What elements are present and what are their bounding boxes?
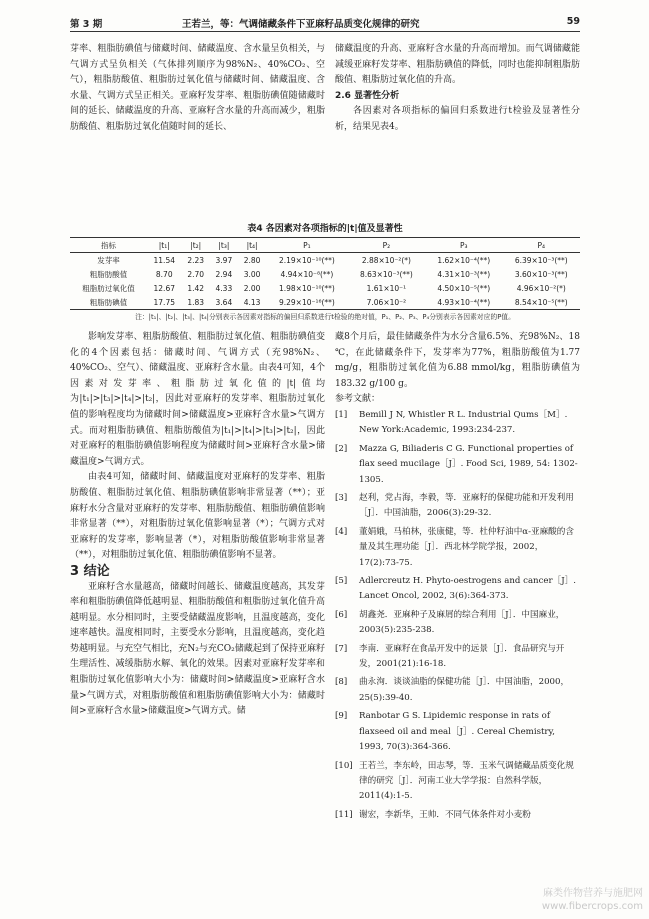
column-header: P₃	[425, 238, 502, 253]
reference-item	[335, 808, 580, 823]
paragraph: 影响发芽率、粗脂肪酸值、粗脂肪过氧化值、粗脂肪碘值变化的4个因素包括：储藏时间、气调方式（充98%N₂、40%CO₂、空气）、储藏温度、亚麻籽含水量。由表4可知，4个因素对发芽率、粗脂肪过氧化值的|t|值均为|t₁|>|t₃|>|t₄|>|t₂|，因此对亚麻籽的发芽率、粗脂肪过氧化值的影响程度均为储藏时间>储藏温度>亚麻籽含水量>气调方式。而对粗脂肪碘值、粗脂肪酸值为|t₁|>|t₄|>|t₃|>|t₂|，因此对亚麻籽的粗脂肪碘值影响程度为储藏时间>亚麻籽含水量>储藏温度>气调方式。	[70, 332, 325, 467]
table-note: 注：|t₁|、|t₂|、|t₃|、|t₄|分别表示各因素对指标的偏回归系数进行t检验的绝对值，P₁、P₂、P₃、P₄分别表示各因素对应的P值。	[135, 313, 515, 321]
paragraph: 由表4可知，储藏时间、储藏温度对亚麻籽的发芽率、粗脂肪酸值、粗脂肪过氧化值、粗脂肪碘值影响非常显著（**）；亚麻籽水分含量对亚麻籽的发芽率、粗脂肪酸值、粗脂肪碘值影响非常显著（**），对粗脂肪过氧化值影响显著（*）；气调方式对亚麻籽的发芽率，影响显著（*），对粗脂肪酸值影响非常显著（**），对粗脂肪过氧化值、粗脂肪碘值影响不显著。	[70, 472, 325, 561]
column-header: P₁	[266, 238, 348, 253]
table-row	[70, 253, 580, 268]
table-cell: 粗脂肪过氧化值	[82, 283, 135, 293]
section-heading: 3 结论	[70, 563, 110, 579]
reference-item	[335, 491, 580, 522]
reference-item	[335, 408, 580, 439]
reference-number: [7]	[335, 643, 348, 654]
table-cell: 2.80	[243, 255, 261, 265]
table-cell: 4.96×10⁻²(*)	[516, 283, 566, 293]
table-cell: 11.54	[153, 255, 175, 265]
reference-number: [1]	[335, 409, 348, 420]
reference-number: [10]	[335, 760, 353, 771]
reference-item	[335, 608, 580, 639]
page-number: 59	[566, 16, 580, 27]
column-header: |t₄|	[238, 238, 266, 253]
table-cell: 7.06×10⁻²	[348, 295, 425, 310]
reference-text: 李南．亚麻籽在食品开发中的远景［J］．食品研究与开发，2001(21):16-18.	[359, 643, 565, 670]
reference-number: [3]	[335, 493, 348, 503]
table-cell: 1.61×10⁻¹	[366, 283, 407, 293]
reference-number: [8]	[335, 677, 348, 688]
reference-text: 谢宏，李新华，王帅．不同气体条件对小麦粉	[359, 809, 531, 820]
reference-number: [2]	[335, 443, 348, 454]
table-cell: 6.39×10⁻³(**)	[514, 255, 568, 265]
right-column-bottom	[335, 330, 580, 826]
reference-text: 胡鑫尧．亚麻种子及麻屑的综合利用［J］．中国麻业，2003(5):235-238.	[359, 609, 565, 636]
significance-table	[70, 237, 580, 310]
running-header	[70, 14, 580, 32]
left-column-top	[70, 42, 325, 136]
table-cell: 4.33	[215, 283, 233, 293]
table-cell: 4.93×10⁻⁴(**)	[425, 295, 502, 310]
table-cell: 2.00	[243, 283, 261, 293]
reference-text: 赵利，党占海，李毅，等．亚麻籽的保健功能和开发利用［J］．中国油脂，2006(3):29-32.	[359, 493, 574, 519]
table-cell: 3.00	[243, 269, 261, 279]
table-cell: 17.75	[147, 295, 182, 310]
references-title: 参考文献：	[335, 394, 381, 405]
reference-item	[335, 574, 580, 605]
table-row	[70, 281, 580, 295]
table-row	[70, 295, 580, 310]
watermark	[542, 887, 643, 913]
reference-text: Bemill J N, Whistler R L. Industrial Qums［M］. New York:Academic, 1993:234-237.	[359, 409, 568, 436]
watermark-line: www.fibercrops.com	[541, 901, 643, 912]
column-header: |t₁|	[147, 238, 182, 253]
table-caption: 表4 各因素对各项指标的|t|值及显著性	[247, 224, 403, 234]
table-cell: 3.64	[210, 295, 238, 310]
table-cell: 3.97	[215, 255, 233, 265]
paragraph: 芽率、粗脂肪碘值与储藏时间、储藏温度、含水量呈负相关，与气调方式呈负相关（气体排列顺序为98%N₂、40%CO₂、空气），粗脂肪酸值、粗脂肪过氧化值与储藏时间、储藏温度、含水量、气调方式呈正相关。亚麻籽发芽率、粗脂肪碘值随储藏时间的延长、储藏温度的升高、亚麻籽含水量的升高而减少，粗脂肪酸值、粗脂肪过氧化值随时间的延长、	[70, 44, 325, 132]
table-cell: 4.31×10⁻³(**)	[437, 269, 491, 279]
reference-item	[335, 675, 580, 706]
reference-number: [11]	[335, 809, 353, 820]
running-title: 王若兰，等：气调储藏条件下亚麻籽品质变化规律的研究	[182, 19, 420, 30]
header-rule	[70, 31, 580, 32]
table-cell: 发芽率	[97, 255, 120, 265]
reference-text: 董娟娥，马柏林，张康健，等．杜仲籽油中α-亚麻酸的含量及其生理功能［J］．西北林学院学报，2002，17(2):73-75.	[359, 526, 574, 568]
table-row	[70, 267, 580, 281]
table-cell: 8.63×10⁻³(**)	[359, 269, 413, 279]
table-cell: 4.50×10⁻⁵(**)	[437, 283, 491, 293]
reference-text: Mazza G, Biliaderis C G. Functional properties of flax seed mucilage［J］. Food Sci, 1989, 54: 1302-1305.	[359, 443, 578, 485]
column-header: |t₂|	[182, 238, 210, 253]
right-column-top	[335, 42, 580, 136]
reference-number: [4]	[335, 526, 348, 537]
paragraph: 各因素对各项指标的偏回归系数进行t检验及显著性分析，结果见表4。	[335, 106, 580, 132]
reference-text: 曲永洵．谈谈油脂的保健功能［J］．中国油脂，2000，25(5):39-40.	[359, 677, 570, 703]
table-cell: 2.23	[187, 255, 205, 265]
section-heading: 2.6 显著性分析	[335, 90, 400, 101]
table-cell: 粗脂肪碘值	[70, 295, 147, 310]
left-column-bottom	[70, 330, 325, 720]
reference-number: [9]	[335, 711, 348, 722]
column-header: P₂	[348, 238, 425, 253]
table-cell: 8.70	[155, 269, 173, 279]
table-cell: 粗脂肪酸值	[89, 269, 128, 279]
table-cell: 2.70	[187, 269, 205, 279]
column-header: P₄	[503, 238, 580, 253]
reference-item	[335, 759, 580, 805]
column-header: 指标	[70, 238, 147, 253]
reference-item	[335, 642, 580, 673]
reference-text: Ranbotar G S. Lipidemic response in rats of flaxseed oil and meal［J］. Cereal Chemistry, 1993, 70(3):364-366.	[359, 711, 555, 753]
reference-text: Adlercreutz H. Phyto-oestrogens and cancer［J］. Lancet Oncol, 2002, 3(6):364-373.	[359, 576, 576, 602]
table-header-row	[70, 238, 580, 253]
reference-item	[335, 709, 580, 755]
table-cell: 4.13	[238, 295, 266, 310]
column-header: |t₃|	[210, 238, 238, 253]
table-cell: 1.42	[187, 283, 205, 293]
issue-number: 第 3 期	[70, 19, 103, 30]
table-cell: 2.94	[215, 269, 233, 279]
table-cell: 2.88×10⁻²(*)	[361, 255, 411, 265]
reference-text: 王若兰，李东岭，田志琴，等．玉米气调储藏品质变化规律的研究［J］．河南工业大学学报：自然科学版，2011(4):1-5.	[359, 760, 574, 802]
reference-item	[335, 525, 580, 571]
reference-number: [5]	[335, 576, 348, 587]
table-cell: 1.62×10⁻⁴(**)	[437, 255, 491, 265]
watermark-line: 麻类作物营养与施肥网	[543, 888, 643, 899]
paragraph: 储藏温度的升高、亚麻籽含水量的升高而增加。而气调储藏能减缓亚麻籽发芽率、粗脂肪碘值的降低，同时也能抑制粗脂肪酸值、粗脂肪过氧化值的升高。	[335, 44, 580, 86]
table-cell: 1.83	[182, 295, 210, 310]
table-cell: 8.54×10⁻⁵(**)	[503, 295, 580, 310]
table-cell: 9.29×10⁻¹⁶(**)	[266, 295, 348, 310]
table-cell: 1.98×10⁻¹⁰(**)	[278, 283, 335, 293]
reference-item	[335, 442, 580, 488]
reference-number: [6]	[335, 609, 348, 620]
table-cell: 3.60×10⁻³(**)	[514, 269, 568, 279]
paragraph: 藏8个月后，最佳储藏条件为水分含量6.5%、充98%N₂、18 ℃，在此储藏条件下，发芽率为77%，粗脂肪酸值为1.77 mg/g，粗脂肪过氧化值为6.88 mmol/kg，粗脂肪碘值为183.32 g/100 g。	[335, 332, 580, 389]
table-cell: 2.19×10⁻¹⁰(**)	[278, 255, 335, 265]
table-cell: 4.94×10⁻⁸(**)	[280, 269, 334, 279]
table-cell: 12.67	[153, 283, 175, 293]
paragraph: 亚麻籽含水量越高，储藏时间越长、储藏温度越高，其发芽率和粗脂肪碘值降低越明显、粗脂肪酸值和粗脂肪过氧化值升高越明显。水分相同时，主要受储藏温度影响，且温度越高，变化速率越快。温度相同时，主要受水分影响，且温度越高，变化趋势越明显。与充空气相比，充N₂与充CO₂储藏起到了保持亚麻籽生理活性、减缓脂肪水解、氧化的效果。因素对亚麻籽发芽率和粗脂肪过氧化值影响大小为：储藏时间>储藏温度>亚麻籽含水量>气调方式，对粗脂肪酸值和粗脂肪碘值影响大小为：储藏时间>亚麻籽含水量>储藏温度>气调方式。储	[70, 581, 325, 717]
reference-list	[335, 408, 580, 823]
